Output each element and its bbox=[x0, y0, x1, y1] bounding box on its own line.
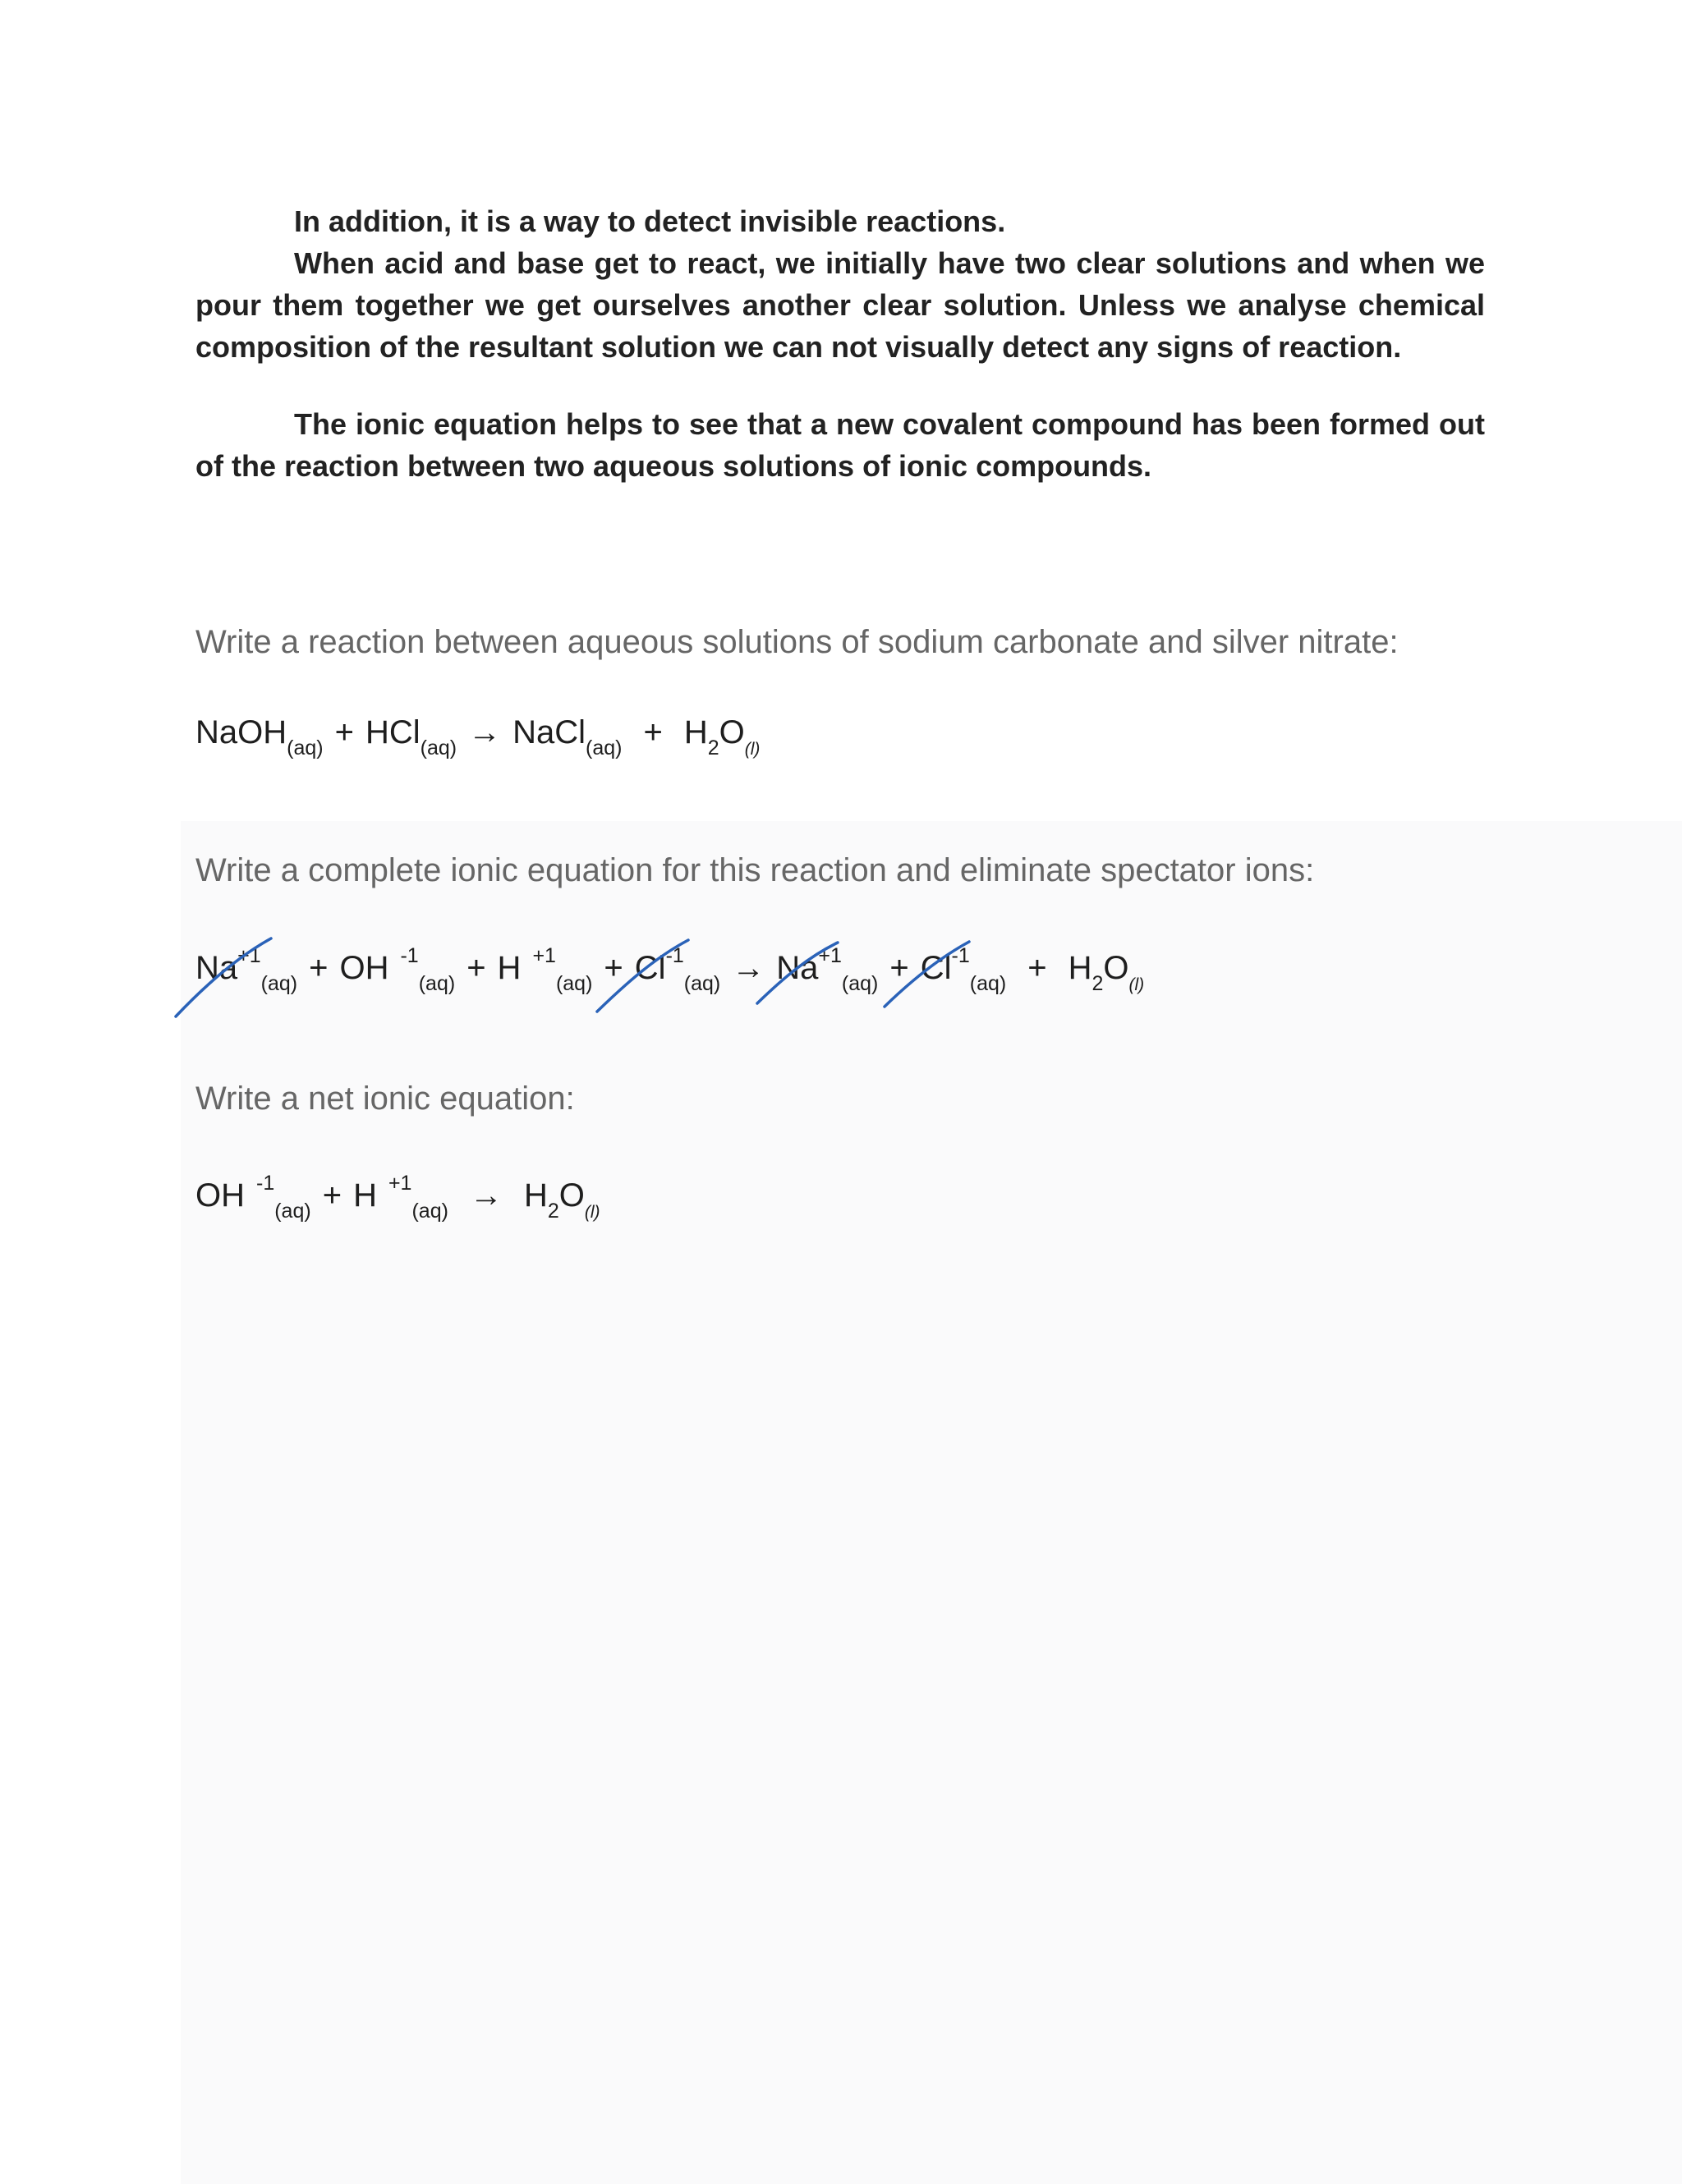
formula-naoh: NaOH bbox=[195, 714, 287, 750]
state-liquid: (l) bbox=[1128, 975, 1145, 994]
intro-paragraph-1: When acid and base get to react, we initially have two clear solutions and when we pour them together we get ourselves another clear solution. Unless we analyse chemical composition of the resultant solution we can not visually detect any signs of reaction. bbox=[195, 246, 1485, 364]
molecular-equation bbox=[195, 714, 761, 759]
ion-cl: Cl bbox=[920, 950, 952, 986]
ion-oh: OH bbox=[195, 1177, 245, 1214]
plus-sign: + bbox=[889, 950, 909, 986]
charge-minus1: -1 bbox=[400, 944, 419, 967]
state-liquid: (l) bbox=[744, 740, 761, 759]
plus-sign: + bbox=[604, 950, 623, 986]
ion-h: H bbox=[353, 1177, 377, 1214]
charge-plus1: +1 bbox=[532, 944, 556, 967]
state-aq: (aq) bbox=[418, 972, 456, 995]
prompt-molecular-equation: Write a reaction between aqueous solutions of sodium carbonate and silver nitrate: bbox=[195, 624, 1399, 660]
intro-section bbox=[195, 200, 1485, 368]
ion-na: Na bbox=[195, 950, 238, 986]
state-aq: (aq) bbox=[287, 736, 324, 759]
plus-sign: + bbox=[643, 714, 663, 750]
net-ionic-equation bbox=[195, 1172, 600, 1223]
ion-na: Na bbox=[776, 950, 819, 986]
intro-paragraph-2-block bbox=[195, 403, 1485, 487]
charge-plus1: +1 bbox=[818, 944, 842, 967]
complete-ionic-equation bbox=[195, 944, 1145, 995]
formula-o: O bbox=[1103, 950, 1129, 986]
state-aq: (aq) bbox=[841, 972, 879, 995]
state-aq: (aq) bbox=[274, 1200, 311, 1223]
page-background-shade bbox=[181, 821, 1682, 2184]
reaction-arrow: → bbox=[469, 1177, 503, 1214]
state-aq: (aq) bbox=[683, 972, 721, 995]
ion-cl: Cl bbox=[634, 950, 666, 986]
subscript-2: 2 bbox=[707, 736, 719, 759]
charge-plus1: +1 bbox=[237, 944, 261, 967]
state-aq: (aq) bbox=[969, 972, 1007, 995]
ion-h: H bbox=[497, 950, 522, 986]
charge-minus1: -1 bbox=[665, 944, 684, 967]
state-aq: (aq) bbox=[411, 1200, 448, 1223]
plus-sign: + bbox=[309, 950, 329, 986]
formula-hcl: HCl bbox=[365, 714, 420, 750]
ion-oh: OH bbox=[339, 950, 389, 986]
subscript-2: 2 bbox=[1091, 972, 1104, 995]
formula-h: H bbox=[683, 714, 708, 750]
state-aq: (aq) bbox=[420, 736, 457, 759]
state-aq: (aq) bbox=[586, 736, 623, 759]
state-aq: (aq) bbox=[555, 972, 593, 995]
plus-sign: + bbox=[1027, 950, 1047, 986]
state-aq: (aq) bbox=[260, 972, 298, 995]
formula-nacl: NaCl bbox=[512, 714, 586, 750]
reaction-arrow: → bbox=[732, 950, 765, 986]
reaction-arrow: → bbox=[468, 714, 502, 750]
charge-plus1: +1 bbox=[388, 1172, 412, 1195]
plus-sign: + bbox=[334, 714, 354, 750]
plus-sign: + bbox=[322, 1177, 342, 1214]
intro-line-1: In addition, it is a way to detect invisible reactions. bbox=[294, 204, 1006, 238]
formula-o: O bbox=[719, 714, 745, 750]
formula-o: O bbox=[558, 1177, 585, 1214]
plus-sign: + bbox=[466, 950, 486, 986]
intro-paragraph-2: The ionic equation helps to see that a new covalent compound has been formed out of the reaction between two aqueous solutions of ionic compounds. bbox=[195, 407, 1485, 483]
prompt-net-ionic: Write a net ionic equation: bbox=[195, 1081, 575, 1117]
charge-minus1: -1 bbox=[256, 1172, 275, 1195]
formula-h: H bbox=[523, 1177, 548, 1214]
state-liquid: (l) bbox=[584, 1203, 600, 1222]
charge-minus1: -1 bbox=[951, 944, 970, 967]
prompt-complete-ionic: Write a complete ionic equation for this reaction and eliminate spectator ions: bbox=[195, 852, 1315, 888]
formula-h: H bbox=[1068, 950, 1092, 986]
subscript-2: 2 bbox=[547, 1200, 559, 1223]
